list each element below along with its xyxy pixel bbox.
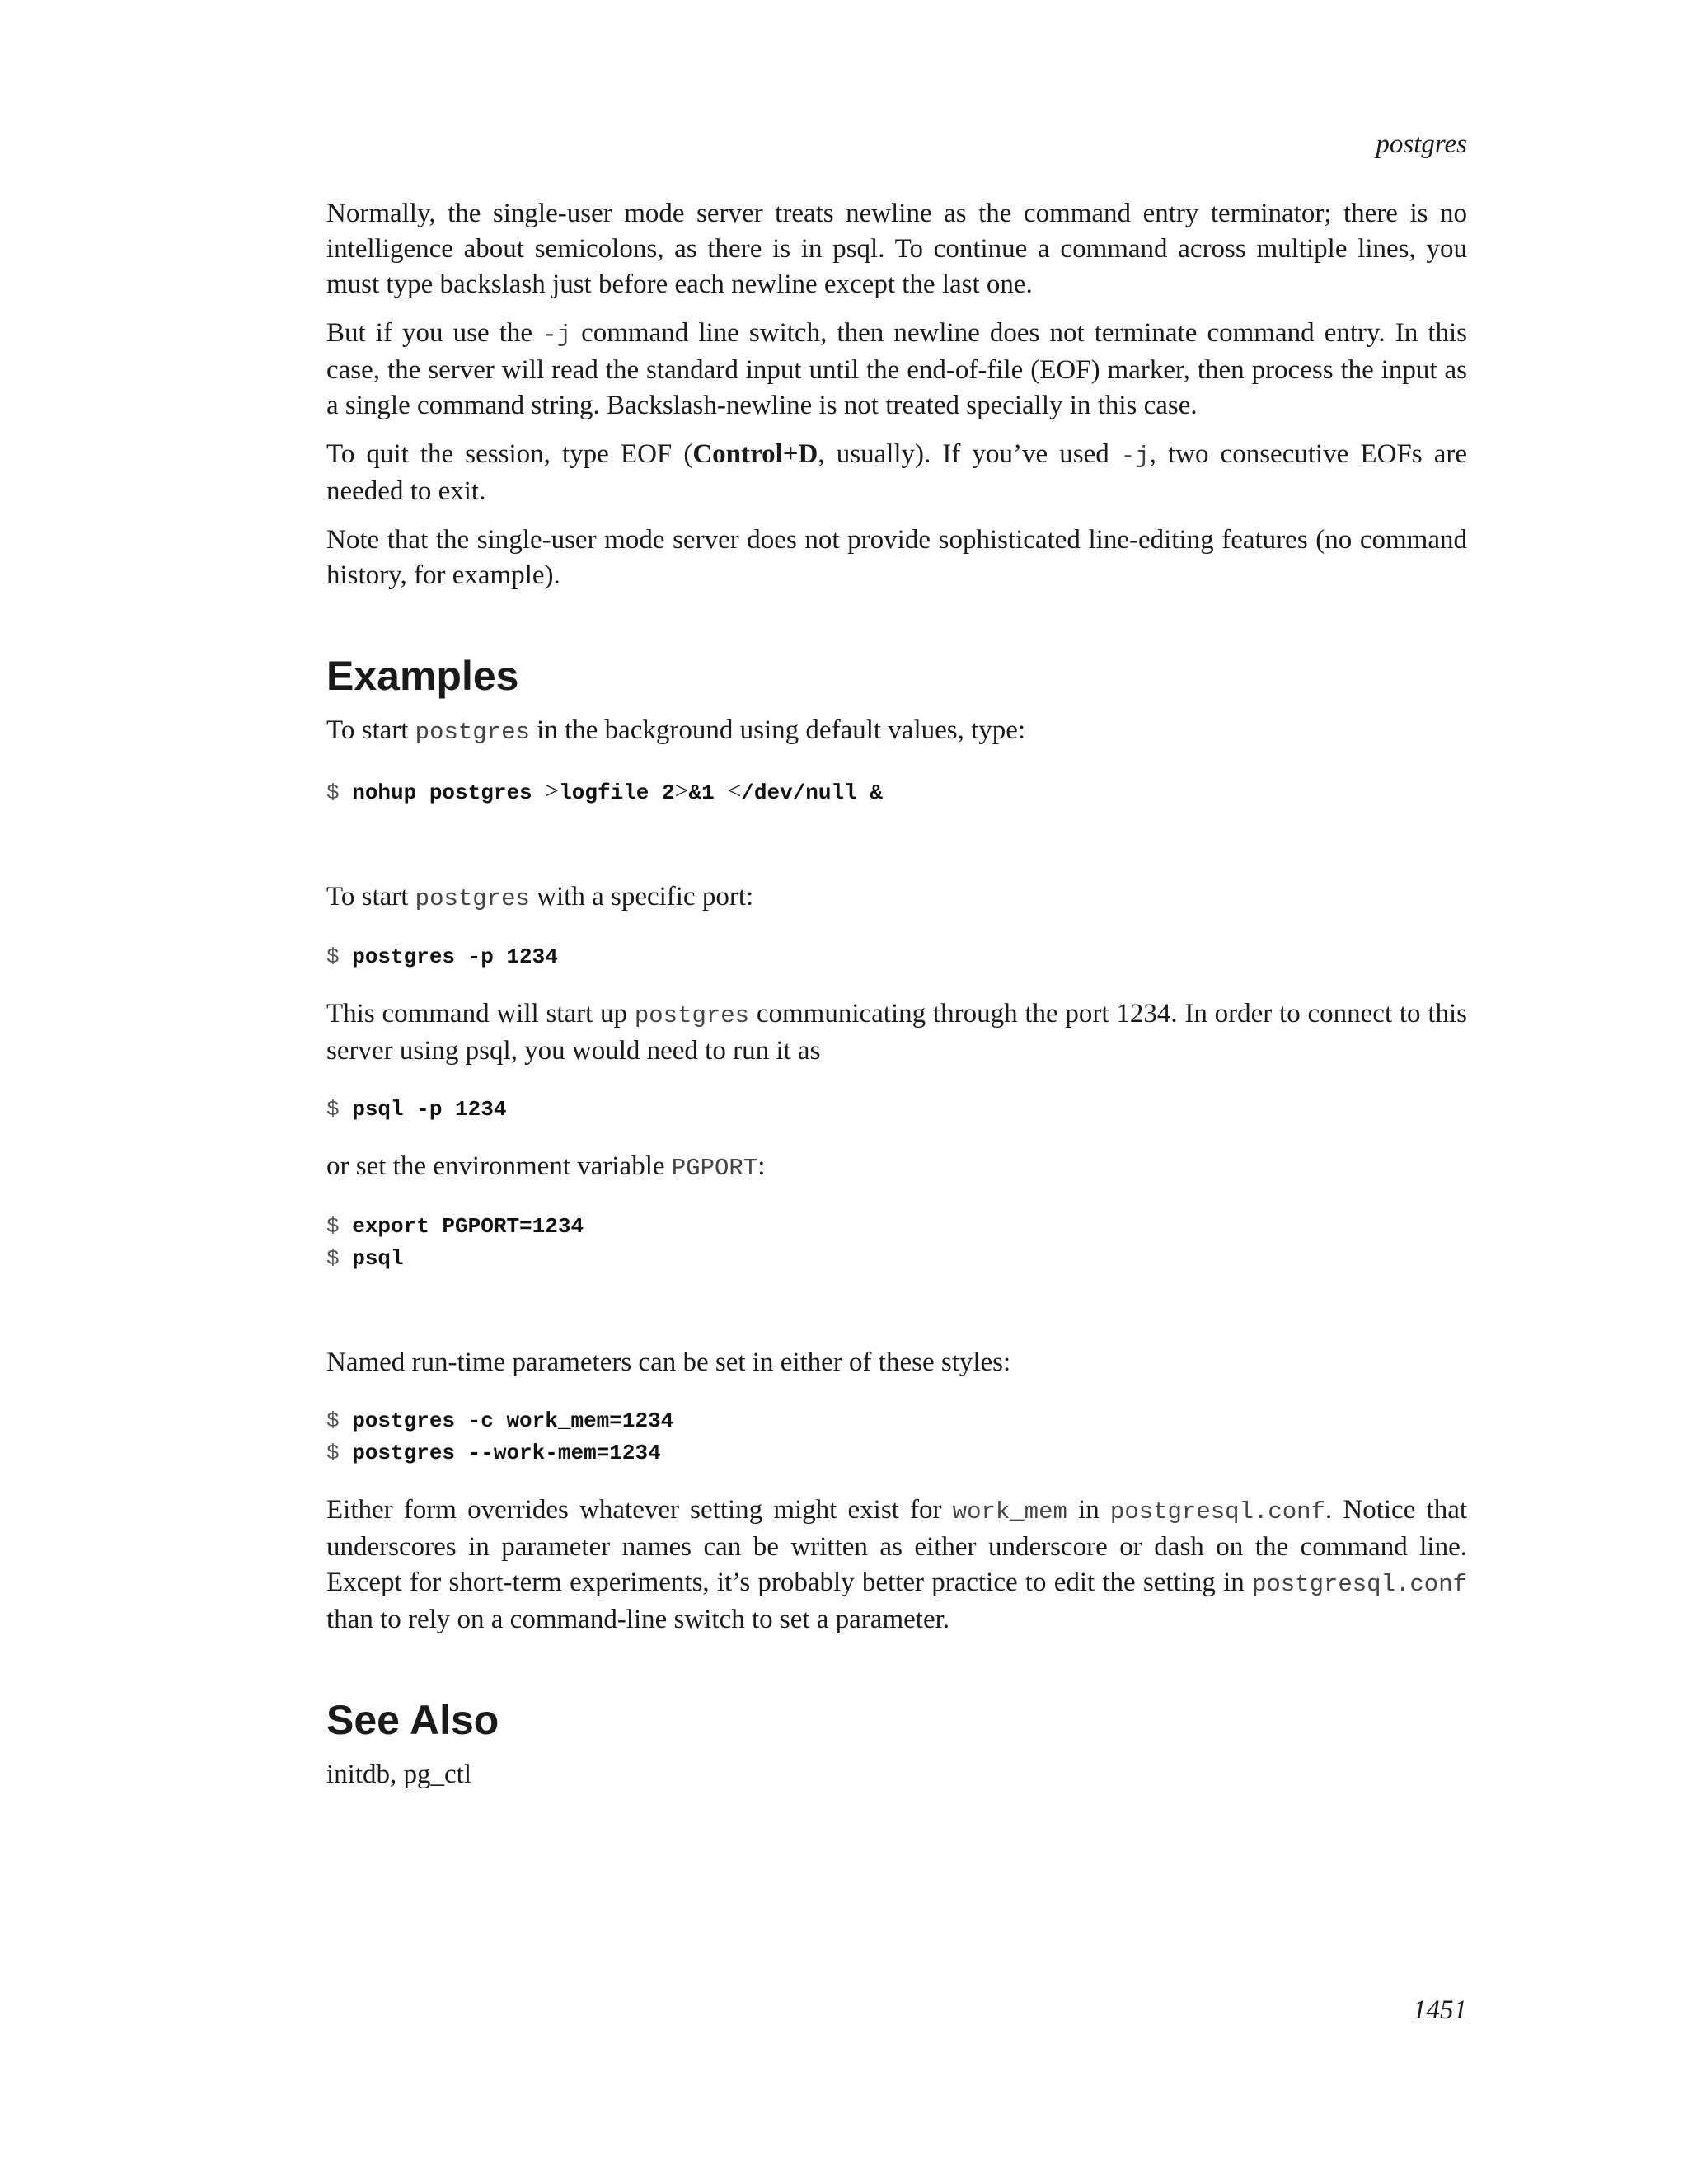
intro-paragraph-4: Note that the single-user mode server does not provide sophisticated line-editing features (no command history, for example). <box>326 525 1467 590</box>
intro-paragraph-2: But if you use the -j command line switch, then newline does not terminate command entry. In this case, the server will read the standard input until the end-of-file (EOF) marker, then process the input as a single command string. Backslash-newline is not treated specially in this case. <box>326 318 1467 420</box>
examples-heading: Examples <box>326 653 519 699</box>
switch-j: -j <box>542 321 571 349</box>
example-text-6: Either form overrides whatever setting might exist for work_mem in postgresql.conf. Notice that underscores in parameter names can be written as either underscore or dash on the command line. Except for short-term experiments, it’s probably better practice to edit the setting in postgresql.conf than to rely on a command-line switch to set a parameter. <box>326 1495 1468 1634</box>
switch-j: -j <box>1120 443 1150 470</box>
see-also-heading: See Also <box>326 1697 499 1743</box>
page-content <box>326 196 1467 1793</box>
code-block-5: $ postgres -c work_mem=1234 $ postgres --work-mem=1234 <box>326 1408 674 1465</box>
code-block-3: $ psql -p 1234 <box>326 1097 507 1122</box>
intro-paragraph-1: Normally, the single-user mode server treats newline as the command entry terminator; there is no intelligence about semicolons, as there is in psql. To continue a command across multiple lines, you must type backslash just before each newline except the last one. <box>326 199 1467 299</box>
intro-paragraph-3: To quit the session, type EOF (Control+D, usually). If you’ve used -j, two consecutive EOFs are needed to exit. <box>326 439 1467 506</box>
running-header: postgres <box>1376 129 1467 159</box>
example-text-4: or set the environment variable PGPORT: <box>326 1151 766 1182</box>
code-block-1: $ nohup postgres >logfile 2>&1 </dev/null & <box>326 777 883 805</box>
code-block-2: $ postgres -p 1234 <box>326 944 558 969</box>
see-also-text: initdb, pg_ctl <box>326 1760 471 1789</box>
example-text-5: Named run-time parameters can be set in either of these styles: <box>326 1347 1011 1377</box>
code-block-4: $ export PGPORT=1234 $ psql <box>326 1214 584 1271</box>
key-combo: Control+D <box>692 439 818 469</box>
example-text-2: To start postgres with a specific port: <box>326 882 754 912</box>
example-text-1: To start postgres in the background using default values, type: <box>326 715 1026 746</box>
example-text-3: This command will start up postgres communicating through the port 1234. In order to connect to this server using psql, you would need to run it as <box>326 999 1468 1066</box>
page-number: 1451 <box>1413 1995 1467 2025</box>
